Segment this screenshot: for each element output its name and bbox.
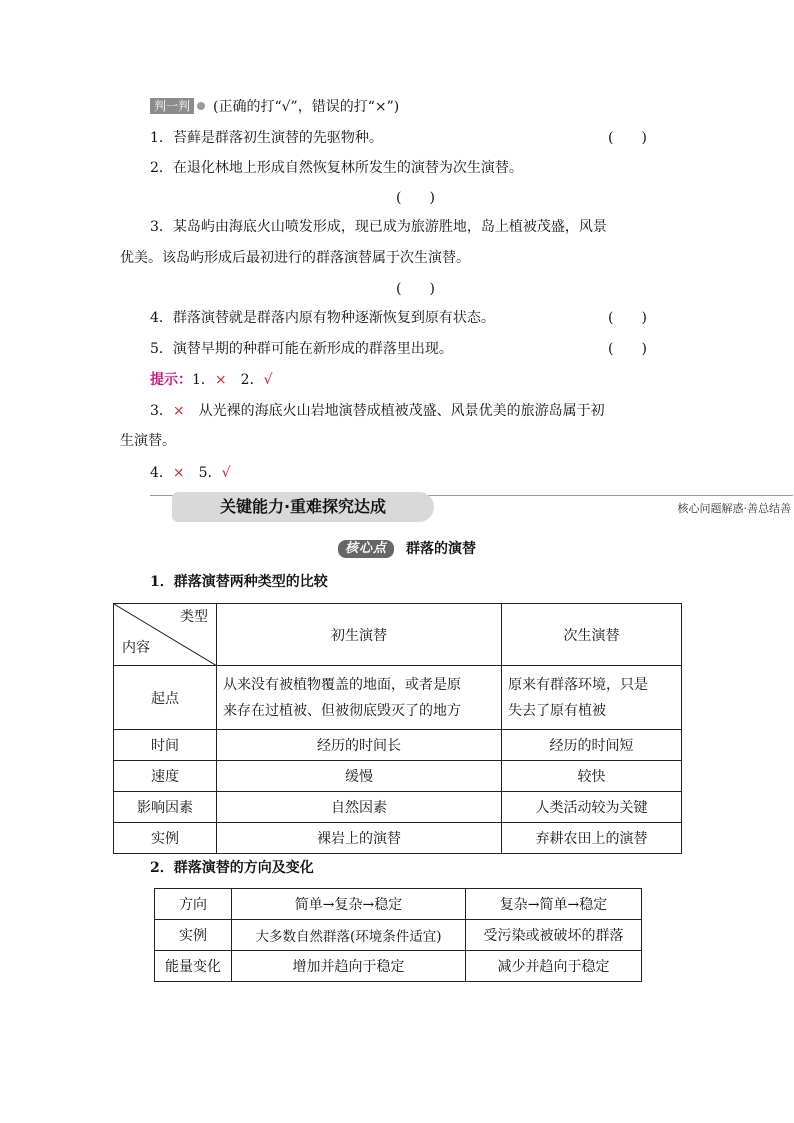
answer-blank-1: ( ) [608,130,647,146]
judge-tag: 判一判 [150,98,194,114]
table2-heading: 2．群落演替的方向及变化 [150,860,314,876]
bullet-dot-icon [197,102,205,110]
cross-icon: × [172,403,185,419]
hint-line-2-cont: 生演替。 [120,433,176,449]
table-row: 时间 经历的时间长 经历的时间短 [114,730,682,761]
col-header-primary: 初生演替 [217,604,502,666]
core-point-heading [338,539,476,559]
table-row: 能量变化 增加并趋向于稳定 减少并趋向于稳定 [155,951,642,982]
check-icon: √ [263,372,273,388]
col-header-secondary: 次生演替 [502,604,682,666]
answer-blank-3: ( ) [396,281,435,297]
judge-instruction: (正确的打“√”，错误的打“×”) [213,99,400,115]
table-row: 方向 简单→复杂→稳定 复杂→简单→稳定 [155,889,642,920]
answer-blank-5: ( ) [608,341,647,357]
section-subtitle: 核心问题解惑·善总结善 [677,502,791,515]
core-title: 群落的演替 [406,541,477,557]
table-row: 速度 缓慢 较快 [114,761,682,792]
table-row: 起点 从来没有被植物覆盖的地面，或者是原 来存在过植被、但被彻底毁灭了的地方 原来有群落环境，只是 失去了原有植被 [114,666,682,730]
core-badge: 核心点 [338,540,394,558]
hint-line-3: 4．× 5．√ [150,465,231,481]
check-icon: √ [221,465,231,481]
section-header [150,492,793,526]
judge-item-3-cont: 优美。该岛屿形成后最初进行的群落演替属于次生演替。 [120,250,470,266]
answer-blank-4: ( ) [608,310,647,326]
direction-table [154,888,642,982]
hint-line-1: 提示：1．× 2．√ [150,372,273,388]
cross-icon: × [172,465,185,481]
answer-blank-2: ( ) [396,190,435,206]
judge-item-3: 3．某岛屿由海底火山喷发形成，现已成为旅游胜地，岛上植被茂盛，风景 [150,219,607,235]
table1-heading: 1．群落演替两种类型的比较 [150,574,328,590]
table-row: 实例 裸岩上的演替 弃耕农田上的演替 [114,823,682,854]
hint-label: 提示： [150,372,192,388]
judge-item-1: 1．苔藓是群落初生演替的先驱物种。 [150,130,383,146]
judge-item-5: 5．演替早期的种群可能在新形成的群落里出现。 [150,341,453,357]
comparison-table [113,603,682,854]
cross-icon: × [214,372,227,388]
table-corner-cell [114,604,217,666]
section-title: 关键能力·重难探究达成 [172,492,434,522]
corner-type-label: 类型 [180,609,208,625]
table-row: 实例 大多数自然群落(环境条件适宜) 受污染或被破坏的群落 [155,920,642,951]
table-row: 影响因素 自然因素 人类活动较为关键 [114,792,682,823]
judge-item-2: 2．在退化林地上形成自然恢复林所发生的演替为次生演替。 [150,160,523,176]
hint-line-2: 3．× 从光裸的海底火山岩地演替成植被茂盛、风景优美的旅游岛属于初 [150,403,605,419]
corner-content-label: 内容 [122,640,150,656]
judge-header [150,97,399,117]
judge-item-4: 4．群落演替就是群落内原有物种逐渐恢复到原有状态。 [150,310,495,326]
